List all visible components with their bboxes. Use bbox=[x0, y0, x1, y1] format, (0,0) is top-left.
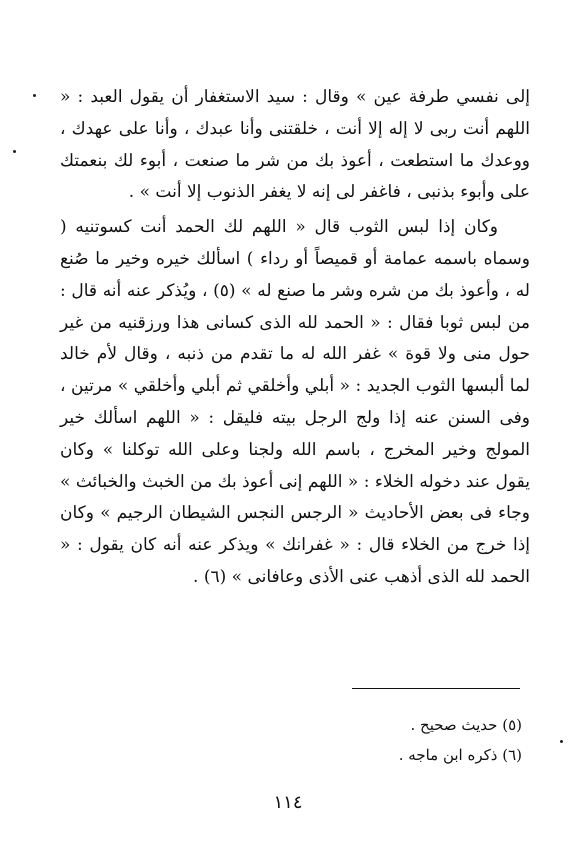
margin-mark bbox=[560, 740, 563, 743]
paragraph-istighfar: إلى نفسي طرفة عين » وقال : سيد الاستغفار أن يقول العبد : « اللهم أنت ربى لا إله إلا أنت ، خلقتنى وأنا عبدك ، وأنا على عهدك ، ووعدك ما استطعت ، أعوذ بك من شر ما صنعت ، أبوء لك بنعمتك على وأبوء بذنبى ، فاغفر لى إنه لا يغفر الذنوب إلا أنت » . bbox=[60, 87, 530, 203]
margin-mark bbox=[13, 150, 16, 153]
page-number: ١١٤ bbox=[273, 792, 303, 813]
footnotes bbox=[222, 710, 522, 770]
footnote-separator bbox=[352, 688, 520, 689]
margin-mark bbox=[33, 94, 36, 97]
footnote-5: (٥) حديث صحيح . bbox=[410, 716, 522, 734]
main-text bbox=[60, 82, 530, 594]
paragraph-clothing-supplications: وكان إذا لبس الثوب قال « اللهم لك الحمد أنت كسوتنيه ( وسماه باسمه عمامة أو قميصاً أو رداء ) اسألك خيره وخير ما صُنع له ، وأعوذ بك من شره وشر ما صنع له » (٥) ، ويُذكر عنه أنه قال : من لبس ثوبا فقال : « الحمد لله الذى كسانى هذا ورزقنيه من غير حول منى ولا قوة » غفر الله له ما تقدم من ذنبه ، وقال لأم خالد لما ألبسها الثوب الجديد : « أبلي وأخلقي ثم أبلي وأخلقي » مرتين ، وفى السنن عنه إذا ولج الرجل بيته فليقل : « اللهم اسألك خير المولج وخير المخرج ، باسم الله ولجنا وعلى الله توكلنا » وكان يقول عند دخوله الخلاء : « اللهم إنى أعوذ بك من الخبث والخبائث » وجاء فى بعض الأحاديث « الرجس النجس الشيطان الرجيم » وكان إذا خرج من الخلاء قال : « غفرانك » ويذكر عنه أنه كان يقول : « الحمد لله الذى أذهب عنى الأذى وعافانى » (٦) . bbox=[60, 217, 530, 587]
footnote-6: (٦) ذكره ابن ماجه . bbox=[398, 746, 522, 764]
